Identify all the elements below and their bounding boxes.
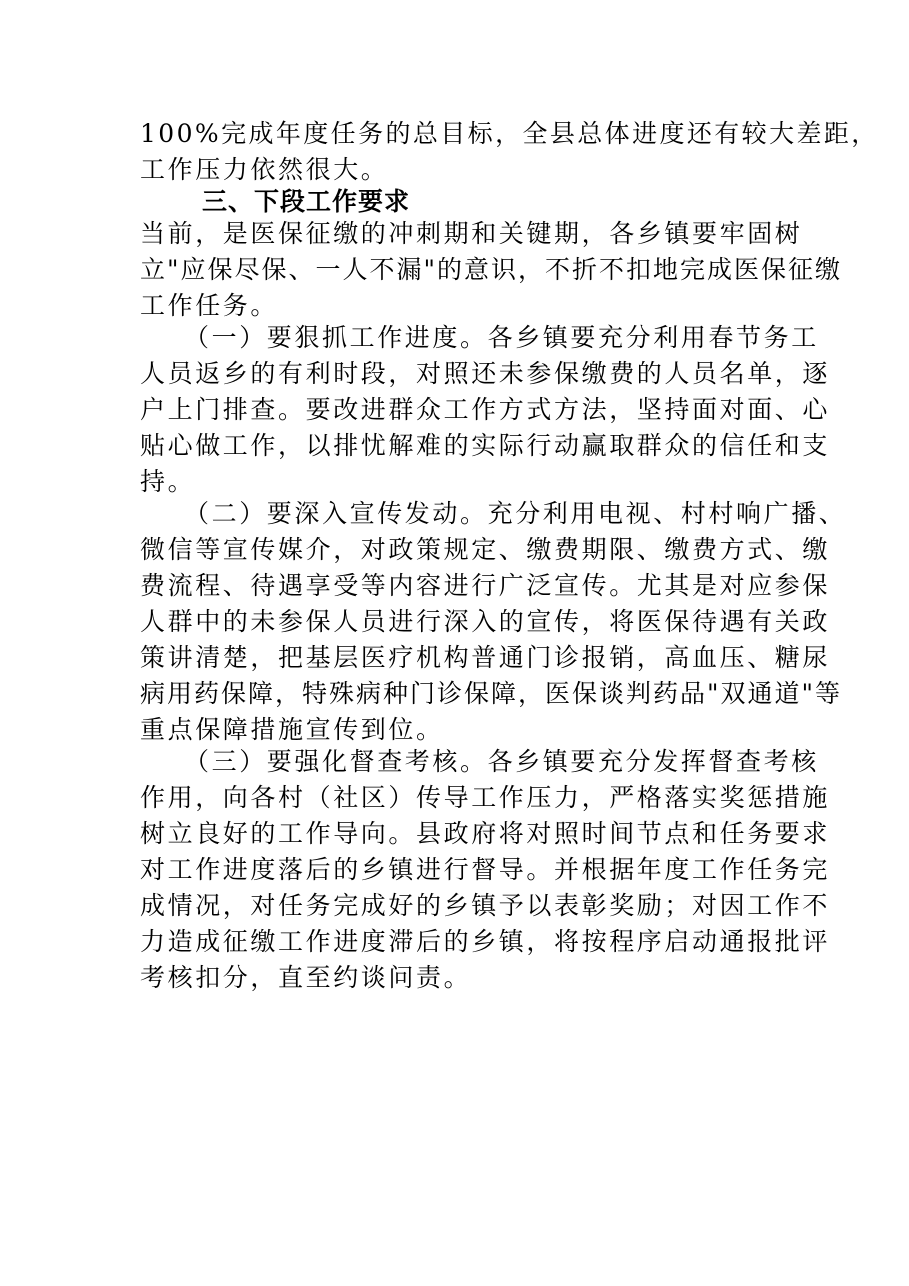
paragraph-line: 树立良好的工作导向。县政府将对照时间节点和任务要求 bbox=[140, 819, 831, 848]
paragraph-line: 贴心做工作，以排忧解难的实际行动赢取群众的信任和支 bbox=[140, 431, 831, 460]
paragraph-line: （一）要狠抓工作进度。各乡镇要充分利用春节务工 bbox=[184, 323, 819, 352]
paragraph-line: 微信等宣传媒介，对政策规定、缴费期限、缴费方式、缴 bbox=[140, 535, 831, 564]
paragraph-line: 户上门排查。要改进群众工作方式方法，坚持面对面、心 bbox=[140, 395, 831, 424]
paragraph-line: 100%完成年度任务的总目标，全县总体进度还有较大差距， bbox=[140, 119, 879, 148]
paragraph-line: （二）要深入宣传发动。充分利用电视、村村响广播、 bbox=[184, 499, 847, 528]
paragraph-line: 持。 bbox=[140, 467, 196, 496]
paragraph-line: （三）要强化督查考核。各乡镇要充分发挥督查考核 bbox=[184, 747, 819, 776]
paragraph-line: 人群中的未参保人员进行深入的宣传，将医保待遇有关政 bbox=[140, 607, 831, 636]
paragraph-line: 费流程、待遇享受等内容进行广泛宣传。尤其是对应参保 bbox=[140, 571, 831, 600]
paragraph-line: 作用，向各村（社区）传导工作压力，严格落实奖惩措施 bbox=[140, 783, 831, 812]
paragraph-line: 立"应保尽保、一人不漏"的意识，不折不扣地完成医保征缴 bbox=[140, 255, 843, 284]
paragraph-line: 成情况，对任务完成好的乡镇予以表彰奖励；对因工作不 bbox=[140, 891, 831, 920]
section-heading: 三、下段工作要求 bbox=[202, 187, 411, 216]
paragraph-line: 策讲清楚，把基层医疗机构普通门诊报销，高血压、糖尿 bbox=[140, 643, 831, 672]
paragraph-line: 工作任务。 bbox=[140, 291, 279, 320]
paragraph-line: 力造成征缴工作进度滞后的乡镇，将按程序启动通报批评 bbox=[140, 927, 831, 956]
paragraph-line: 当前，是医保征缴的冲刺期和关键期，各乡镇要牢固树 bbox=[140, 219, 803, 248]
paragraph-line: 病用药保障，特殊病种门诊保障，医保谈判药品"双通道"等 bbox=[140, 679, 843, 708]
paragraph-line: 工作压力依然很大。 bbox=[140, 155, 389, 184]
paragraph-line: 重点保障措施宣传到位。 bbox=[140, 715, 444, 744]
paragraph-line: 对工作进度落后的乡镇进行督导。并根据年度工作任务完 bbox=[140, 855, 831, 884]
paragraph-line: 人员返乡的有利时段，对照还未参保缴费的人员名单，逐 bbox=[140, 359, 831, 388]
paragraph-line: 考核扣分，直至约谈问责。 bbox=[140, 963, 472, 992]
